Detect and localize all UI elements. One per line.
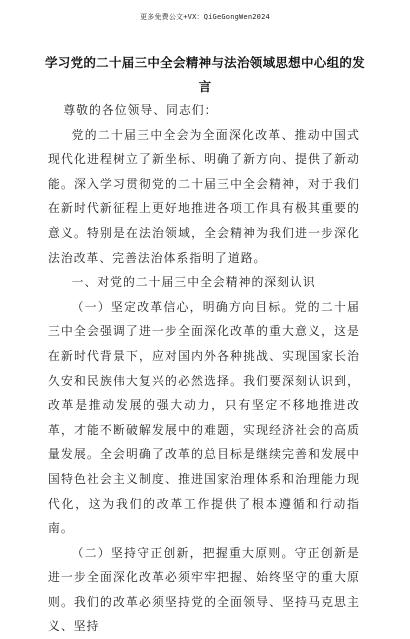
paragraph-subsection-2: （二）坚持守正创新，把握重大原则。守正创新是进一步全面深化改革必须牢牢把握、始终坚守的重大原则。我们的改革必须坚持党的全面领导、坚持马克思主义、坚持 (48, 545, 360, 634)
salutation: 尊敬的各位领导、同志们： (63, 103, 218, 117)
document-body (48, 98, 360, 639)
section-heading-1: 一、对党的二十届三中全会精神的深刻认识 (71, 275, 316, 290)
document-title (40, 51, 370, 99)
paragraph-subsection-1: （一）坚定改革信心，明确方向目标。党的二十届三中全会强调了进一步全面深化改革的重大意义，这是在新时代背景下，应对国内外各种挑战、实现国家长治久安和民族伟大复兴的必然选择。我们要深刻认识到，改革是推动发展的强大动力，只有坚定不移地推进改革，才能不断破解发展中的难题，实现经济社会的高质量发展。全会明确了改革的总目标是继续完善和发展中国特色社会主义制度、推进国家治理体系和治理能力现代化，这为我们的改革工作提供了根本遵循和行动指南。 (48, 299, 360, 536)
title-line-2: 言 (198, 79, 212, 94)
header-note: 更多免费公文+VX：QiGeGongWen2024 (140, 13, 270, 21)
title-line-1: 学习党的二十届三中全会精神与法治领域思想中心组的发 (44, 55, 365, 70)
paragraph-intro: 党的二十届三中全会为全面深化改革、推动中国式现代化进程树立了新坐标、明确了新方向、提供了新动能。深入学习贯彻党的二十届三中全会精神，对于我们在新时代新征程上更好地推进各项工作具有极其重要的意义。特别是在法治领域，全会精神为我们进一步深化法治改革、完善法治体系指明了道路。 (48, 127, 360, 265)
